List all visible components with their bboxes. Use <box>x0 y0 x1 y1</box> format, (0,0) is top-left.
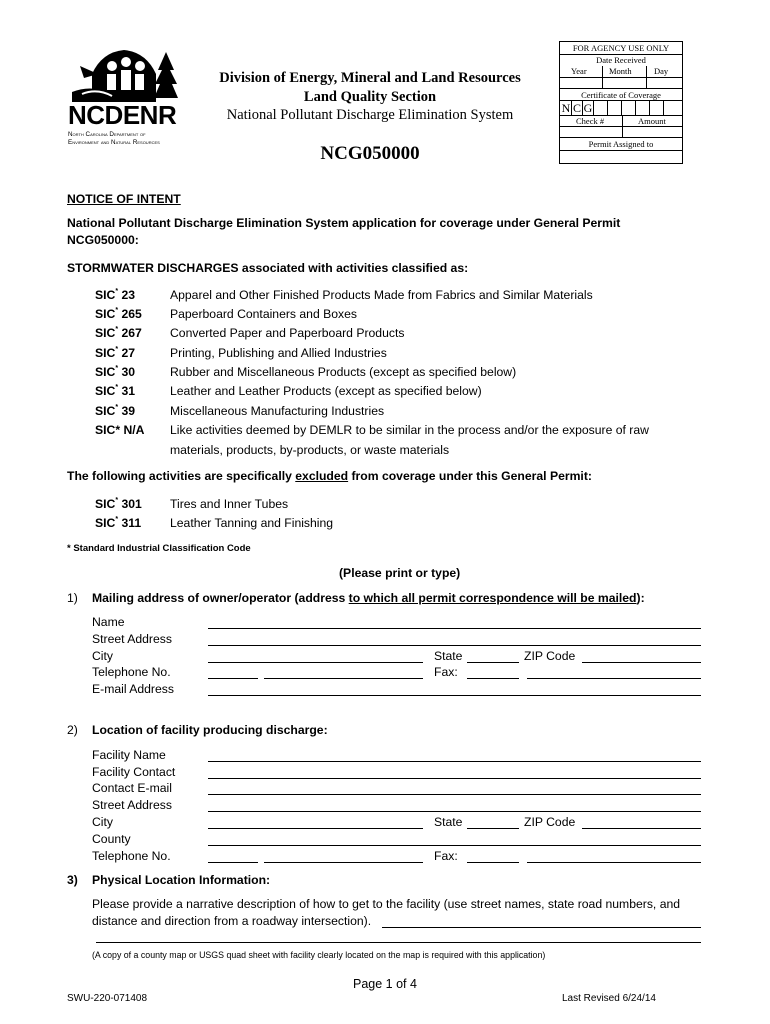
day-label: Day <box>654 66 669 76</box>
agency-use-box <box>559 41 683 164</box>
cert-letter-c: C <box>572 101 581 115</box>
facility-name-label: Facility Name <box>92 748 166 762</box>
owner-email-label: E-mail Address <box>92 682 174 696</box>
amount-label: Amount <box>638 116 666 126</box>
owner-state-field[interactable] <box>467 662 519 663</box>
facility-zip-field[interactable] <box>582 828 701 829</box>
owner-zip-field[interactable] <box>582 662 701 663</box>
owner-city-label: City <box>92 649 113 663</box>
sic-code: SIC* 30 <box>95 365 136 379</box>
directions-field-line-1[interactable] <box>382 927 701 928</box>
cert-digit-cell <box>636 101 650 115</box>
facility-name-field[interactable] <box>208 761 701 762</box>
section-2-heading: Location of facility producing discharge: <box>92 723 328 737</box>
contact-email-field[interactable] <box>208 794 701 795</box>
stormwater-heading: STORMWATER DISCHARGES associated with activities classified as: <box>67 261 469 275</box>
facility-city-field[interactable] <box>208 828 423 829</box>
cert-digit-cell <box>650 101 664 115</box>
form-id: SWU-220-071408 <box>67 993 148 1004</box>
map-requirement-note: (A copy of a county map or USGS quad sheet with facility clearly located on the map is required with this application) <box>92 950 546 960</box>
sic-code: SIC* N/A <box>95 423 145 437</box>
sic-description: Miscellaneous Manufacturing Industries <box>170 404 385 418</box>
certificate-label: Certificate of Coverage <box>581 90 661 100</box>
owner-phone-label: Telephone No. <box>92 665 171 679</box>
section-1-heading: Mailing address of owner/operator (address to which all permit correspondence will be mailed): <box>92 591 645 605</box>
cert-letter-n: N <box>561 101 571 115</box>
owner-email-field[interactable] <box>208 695 701 696</box>
sic-description: Apparel and Other Finished Products Made from Fabrics and Similar Materials <box>170 288 593 302</box>
contact-email-label: Contact E-mail <box>92 781 172 795</box>
owner-street-label: Street Address <box>92 632 172 646</box>
facility-contact-label: Facility Contact <box>92 765 176 779</box>
owner-street-field[interactable] <box>208 645 701 646</box>
permit-number-title: NCG050000 <box>320 143 420 164</box>
cert-letter-g: G <box>583 101 593 115</box>
owner-zip-label: ZIP Code <box>524 649 576 663</box>
owner-fax-label: Fax: <box>434 665 458 679</box>
facility-fax-area-field[interactable] <box>467 862 519 863</box>
year-label: Year <box>571 66 587 76</box>
permit-assigned-label: Permit Assigned to <box>588 139 654 149</box>
facility-city-label: City <box>92 815 113 829</box>
application-line-1: National Pollutant Discharge Elimination System application for coverage under General Permit <box>67 216 621 230</box>
sic-description: Printing, Publishing and Allied Industries <box>170 346 387 360</box>
sic-description: Rubber and Miscellaneous Products (except as specified below) <box>170 365 517 379</box>
cert-digit-cell <box>664 101 677 115</box>
cert-digit-cell <box>622 101 636 115</box>
owner-state-label: State <box>434 649 463 663</box>
certificate-cells <box>561 101 677 115</box>
sic-code: SIC* 311 <box>95 516 142 530</box>
sic-code: SIC* 301 <box>95 497 142 511</box>
division-title: Division of Energy, Mineral and Land Resources <box>219 70 521 86</box>
sic-code: SIC* 267 <box>95 326 142 340</box>
facility-phone-label: Telephone No. <box>92 849 171 863</box>
excluded-heading: The following activities are specifically excluded from coverage under this General Permit: <box>67 469 592 483</box>
section-3-instructions-line-1: Please provide a narrative description of how to get to the facility (use street names, state road numbers, and <box>92 897 681 911</box>
facility-state-field[interactable] <box>467 828 519 829</box>
sic-code: SIC* 39 <box>95 404 136 418</box>
sic-description: Paperboard Containers and Boxes <box>170 307 357 321</box>
sic-code: SIC* 265 <box>95 307 142 321</box>
owner-name-label: Name <box>92 615 125 629</box>
directions-field-line-2[interactable] <box>96 942 701 943</box>
sic-code: SIC* 27 <box>95 346 136 360</box>
sic-description: Tires and Inner Tubes <box>170 497 289 511</box>
facility-state-label: State <box>434 815 463 829</box>
facility-contact-field[interactable] <box>208 778 701 779</box>
logo-emblem-icon <box>62 44 187 106</box>
agency-title: FOR AGENCY USE ONLY <box>572 43 670 53</box>
system-title: National Pollutant Discharge Elimination System <box>226 107 514 123</box>
application-line-2: NCG050000: <box>67 233 139 247</box>
section-2-number: 2) <box>67 723 78 737</box>
owner-name-field[interactable] <box>208 628 701 629</box>
owner-fax-number-field[interactable] <box>527 678 701 679</box>
section-title: Land Quality Section <box>303 89 437 105</box>
sic-footnote: * Standard Industrial Classification Code <box>67 543 251 554</box>
facility-street-field[interactable] <box>208 811 701 812</box>
sic-description: Converted Paper and Paperboard Products <box>170 326 405 340</box>
logo-line2: Environment and Natural Resources <box>68 139 160 146</box>
facility-county-field[interactable] <box>208 845 701 846</box>
sic-na-continuation: materials, products, by-products, or waste materials <box>170 443 450 457</box>
sic-description: Leather Tanning and Finishing <box>170 516 334 530</box>
section-3-number: 3) <box>67 873 78 887</box>
facility-fax-label: Fax: <box>434 849 458 863</box>
last-revised: Last Revised 6/24/14 <box>562 993 656 1004</box>
page-number: Page 1 of 4 <box>353 977 417 991</box>
logo-line1: North Carolina Department of <box>68 131 146 138</box>
facility-fax-number-field[interactable] <box>527 862 701 863</box>
logo-acronym: NCDENR <box>68 100 177 130</box>
ncdenr-logo <box>62 44 187 149</box>
sic-description: Leather and Leather Products (except as specified below) <box>170 384 482 398</box>
owner-fax-area-field[interactable] <box>467 678 519 679</box>
owner-phone-number-field[interactable] <box>264 678 423 679</box>
notice-heading: NOTICE OF INTENT <box>67 192 181 206</box>
facility-street-label: Street Address <box>92 798 172 812</box>
check-label: Check # <box>576 116 605 126</box>
facility-county-label: County <box>92 832 131 846</box>
owner-phone-area-field[interactable] <box>208 678 258 679</box>
owner-city-field[interactable] <box>208 662 423 663</box>
facility-phone-area-field[interactable] <box>208 862 258 863</box>
sic-description: Like activities deemed by DEMLR to be similar in the process and/or the exposure of raw <box>170 423 649 437</box>
sic-code: SIC* 23 <box>95 288 136 302</box>
sic-code: SIC* 31 <box>95 384 136 398</box>
cert-digit-cell <box>594 101 608 115</box>
cert-digit-cell <box>608 101 622 115</box>
section-3-instructions-line-2: distance and direction from a roadway intersection). <box>92 914 372 928</box>
month-label: Month <box>609 66 632 76</box>
section-1-number: 1) <box>67 591 78 605</box>
facility-zip-label: ZIP Code <box>524 815 576 829</box>
section-3-heading: Physical Location Information: <box>92 873 271 887</box>
facility-phone-number-field[interactable] <box>264 862 423 863</box>
date-received-label: Date Received <box>596 55 646 65</box>
print-note: (Please print or type) <box>339 566 461 580</box>
